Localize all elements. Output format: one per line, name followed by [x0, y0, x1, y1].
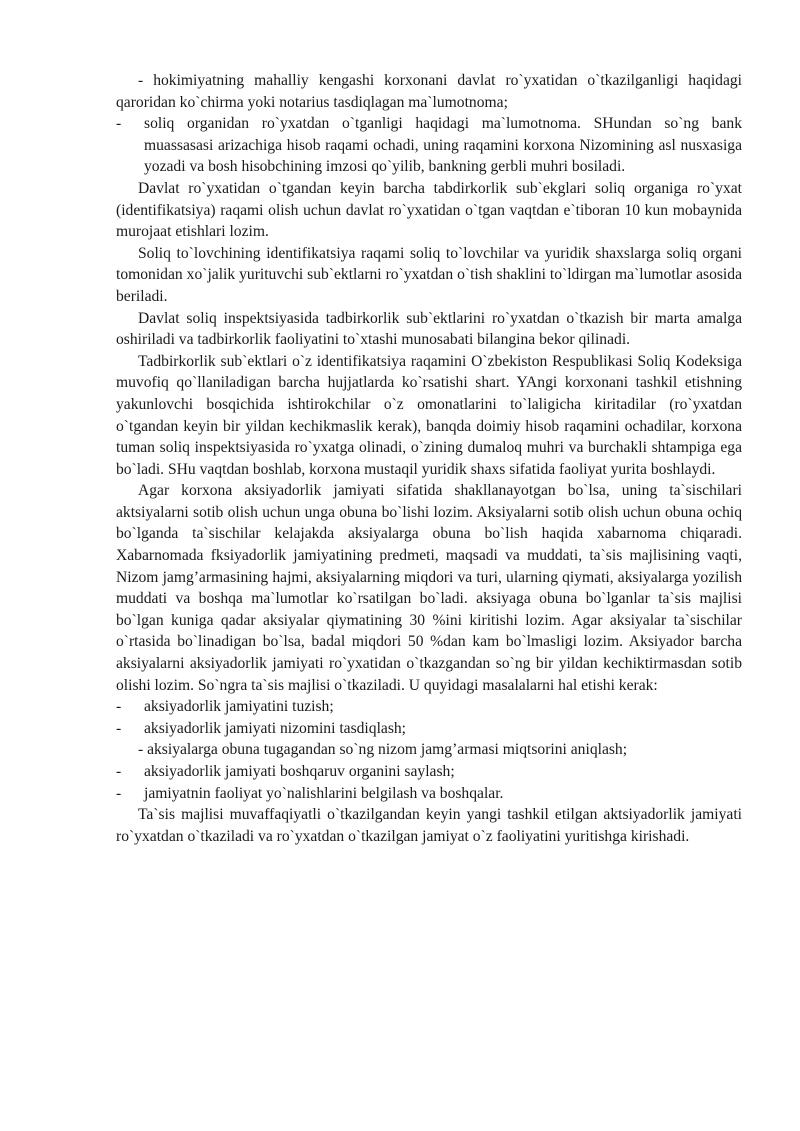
paragraph-0: - hokimiyatning mahalliy kengashi korxonani davlat ro`yxatidan o`tkazilganligi haqidagi qaroridan ko`chirma yoki notarius tasdiqlagan ma`lumotnoma; — [116, 72, 742, 111]
paragraph-4: Davlat soliq inspektsiyasida tadbirkorlik sub`ektlarini ro`yxatdan o`tkazish bir marta amalga oshiriladi va tadbirkorlik faoliyatini to`xtashi munosabati bilangina bekor qilinadi. — [116, 309, 742, 349]
paragraph-6: Agar korxona aksiyadorlik jamiyati sifatida shakllanayotgan bo`lsa, uning ta`sischilari aktsiyalarni sotib olish uchun unga obuna bo`lishi lozim. Aksiyalarni sotib olish uchun obuna ochiq bo`lganda ta`sischilar kelajakda aksiyalarga obuna bo`lish haqida xabarnoma chiqaradi. Xabarnomada fksiyadorlik jamiyatining predmeti, maqsadi va muddati, ta`sis majlisining vaqti, Nizom jamg’armasining hajmi, aksiyalarning miqdori va turi, ularning qiymati, aksiyalarga yozilish muddati va boshqa ma`lumotlar ko`rsatilgan bo`ladi. aksiyaga obuna bo`lganlar ta`sis majlisi bo`lgan kuniga qadar aksiyalar qiymatining 30 %ini kiritishi lozim. Agar aksiyalar ta`sischilar o`rtasida bo`linadigan bo`lsa, badal miqdori 50 %dan kam bo`lmasligi lozim. Aksiyador barcha aksiyalarni aksiyadorlik jamiyati ro`yxatidan o`tkazgandan so`ng bir yildan kechiktirmasdan sotib olishi lozim. So`ngra ta`sis majlisi o`tkaziladi. U quyidagi masalalarni hal etishi kerak: — [116, 482, 742, 694]
paragraph-3: Soliq to`lovchining identifikatsiya raqami soliq to`lovchilar va yuridik shaxslarga soliq organi tomonidan xo`jalik yurituvchi sub`ektlarni ro`yxatdan o`tish shaklini to`ldirgan ma`lumotlar asosida beriladi. — [116, 244, 742, 305]
list-item-text: jamiyatnin faoliyat yo`nalishlarini belgilash va boshqalar. — [144, 784, 504, 802]
list-item-text: aksiyadorlik jamiyati boshqaruv organini saylash; — [144, 763, 455, 780]
dash-marker: - — [116, 698, 122, 716]
list-item-10 — [116, 761, 742, 783]
list-item-7 — [116, 696, 742, 718]
paragraph-2: Davlat ro`yxatidan o`tgandan keyin barcha tabdirkorlik sub`ekglari soliq organiga ro`yxat (identifikatsiya) raqami olish uchun davlat ro`yxatidan o`tgan vaqtdan e`tiboran 10 kun mobaynida murojaat etishlari lozim. — [116, 179, 742, 241]
list-item-11 — [116, 783, 742, 805]
list-item-text: aksiyadorlik jamiyati nizomini tasdiqlash; — [144, 719, 407, 737]
list-item-1 — [116, 113, 742, 178]
dash-marker: - — [116, 115, 122, 133]
paragraph-5: Tadbirkorlik sub`ektlari o`z identifikatsiya raqamini O`zbekiston Respublikasi Soliq Kodeksiga muvofiq qo`llaniladigan barcha hujjatlarda ko`rsatishi shart. YAngi korxonani tashkil etishning yakunlovchi bosqichida ishtirokchilar o`z omonatlarini to`laligicha kiritadilar (ro`yxatdan o`tgandan keyin bir yildan kechikmaslik kerak), banqda doimiy hisob raqamini ochadilar, korxona tuman soliq inspektsiyasida ro`yxatga olinadi, o`zining dumaloq muhri va burchakli shtampiga ega bo`ladi. SHu vaqtdan boshlab, korxona mustaqil yuridik shaxs sifatida faoliyat yurita boshlaydi. — [116, 352, 742, 478]
list-item-8 — [116, 718, 742, 740]
list-item-text: aksiyadorlik jamiyatini tuzish; — [144, 698, 334, 716]
dash-marker: - — [116, 719, 122, 737]
paragraph-12: Ta`sis majlisi muvaffaqiyatli o`tkazilgandan keyin yangi tashkil etilgan aktsiyadorlik jamiyati ro`yxatdan o`tkaziladi va ro`yxatdan o`tkazilgan jamiyat o`z faoliyatini yuritishga kirishadi. — [116, 806, 742, 845]
dash-marker: - — [116, 784, 122, 802]
list-item-text: soliq organidan ro`yxatdan o`tganligi haqidagi ma`lumotnoma. SHundan so`ng bank muassasasi arizachiga hisob raqami ochadi, uning raqamini korxona Nizomining asl nusxasiga yozadi va bosh hisobchining imzosi qo`yilib, bankning gerbli muhri bosiladi. — [144, 115, 742, 176]
paragraph-9: - aksiyalarga obuna tugagandan so`ng nizom jamg’armasi miqtsorini aniqlash; — [138, 741, 628, 759]
dash-marker: - — [116, 763, 122, 780]
document-page — [116, 70, 742, 847]
